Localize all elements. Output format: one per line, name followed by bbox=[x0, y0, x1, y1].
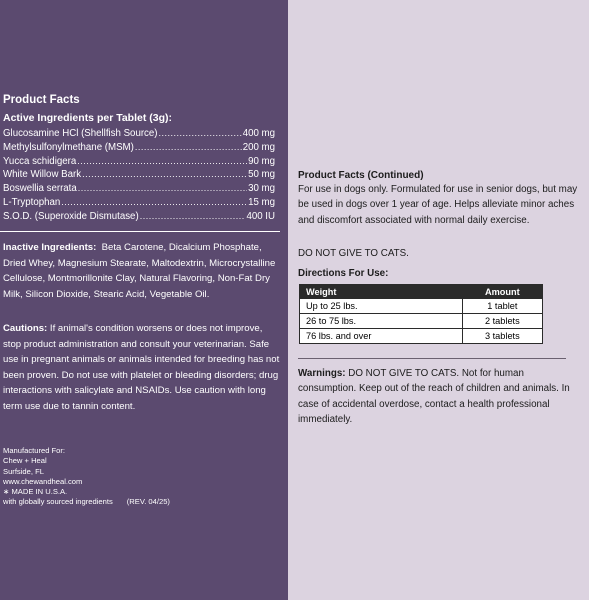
ingredient-row bbox=[3, 156, 275, 170]
sourcing-line bbox=[3, 497, 283, 507]
dot-leader bbox=[78, 183, 247, 193]
ingredient-name: Glucosamine HCl (Shellfish Source) bbox=[3, 128, 158, 139]
ingredient-name: Boswellia serrata bbox=[3, 183, 77, 195]
ingredient-row bbox=[3, 197, 275, 211]
dot-leader bbox=[77, 156, 247, 166]
warnings-text: DO NOT GIVE TO CATS. Not for human consumption. Keep out of the reach of children and animals. In case of accidental overdose, contact a health professional immediately. bbox=[298, 368, 570, 426]
revision-code: (REV. 04/25) bbox=[126, 497, 170, 507]
ingredient-amount: 15 mg bbox=[248, 196, 275, 208]
ingredient-row bbox=[3, 211, 275, 225]
weight-column-header: Weight bbox=[300, 285, 463, 299]
active-ingredients-title: Active Ingredients per Tablet (3g): bbox=[3, 112, 172, 124]
cautions-label: Cautions: bbox=[3, 323, 48, 334]
ingredient-amount: 30 mg bbox=[248, 183, 275, 195]
table-header-row bbox=[300, 285, 543, 299]
sourcing-text: with globally sourced ingredients bbox=[3, 497, 113, 507]
manufacturer-location: Surfside, FL bbox=[3, 466, 44, 476]
do-not-give-statement: DO NOT GIVE TO CATS. bbox=[298, 248, 409, 259]
amount-cell: 3 tablets bbox=[462, 329, 542, 344]
product-facts-title: Product Facts bbox=[3, 94, 80, 106]
inactive-ingredients-label: Inactive Ingredients: bbox=[3, 242, 97, 253]
ingredient-name: Methylsulfonylmethane (MSM) bbox=[3, 141, 134, 153]
dot-leader bbox=[140, 211, 246, 221]
amount-cell: 1 tablet bbox=[462, 299, 542, 314]
product-facts-continued-title: Product Facts (Continued) bbox=[298, 170, 424, 181]
ingredient-name: White Willow Bark bbox=[3, 169, 82, 181]
manufacturer-name: Chew + Heal bbox=[3, 456, 47, 466]
cautions-text: If animal's condition worsens or does not improve, stop product administration and consult your veterinarian. Safe use in pregnant animals or animals intended for breeding has not been proven. Do not use with platelet or bleeding disorders; drug interactions with salicylate and NSAIDs. Use caution with long term use due to tannin content. bbox=[3, 323, 280, 412]
ingredient-amount: 200 mg bbox=[242, 141, 275, 153]
ingredient-name: Yucca schidigera bbox=[3, 155, 77, 167]
amount-cell: 2 tablets bbox=[462, 314, 542, 329]
section-divider bbox=[0, 231, 280, 232]
use-statement: For use in dogs only. Formulated for use in senior dogs, but may be used in dogs over 1 year of age. Helps alleviate minor aches and discomfort associated with normal daily exercise. bbox=[298, 184, 578, 226]
inactive-ingredients bbox=[3, 240, 283, 302]
ingredient-name: L-Tryptophan bbox=[3, 196, 61, 208]
ingredient-amount: 400 IU bbox=[246, 210, 275, 222]
dot-leader bbox=[82, 169, 247, 179]
weight-cell: 76 lbs. and over bbox=[300, 329, 463, 344]
inactive-ingredients-text: Beta Carotene, Dicalcium Phosphate, Dried Whey, Magnesium Stearate, Maltodextrin, Microcrystalline Cellulose, Montmorillonite Clay, Natural Flavoring, Non-Fat Dry Milk, Silicon Dioxide, Stearic Acid, Vegetable Oil. bbox=[3, 242, 276, 300]
table-row bbox=[300, 299, 543, 314]
ingredient-amount: 400 mg bbox=[242, 128, 275, 139]
ingredient-row bbox=[3, 142, 275, 156]
ingredient-amount: 50 mg bbox=[248, 169, 275, 181]
ingredient-row bbox=[3, 169, 275, 183]
warnings bbox=[298, 366, 583, 428]
active-ingredients-list bbox=[3, 128, 275, 225]
ingredient-name: S.O.D. (Superoxide Dismutase) bbox=[3, 210, 139, 222]
ingredient-row bbox=[3, 128, 275, 142]
ingredient-amount: 90 mg bbox=[248, 155, 275, 167]
cautions bbox=[3, 321, 283, 415]
dot-leader bbox=[135, 142, 242, 152]
table-row bbox=[300, 314, 543, 329]
manufacturer-website: www.chewandheal.com bbox=[3, 476, 83, 486]
table-row bbox=[300, 329, 543, 344]
directions-table bbox=[299, 284, 543, 344]
made-in-usa: ∗ MADE IN U.S.A. bbox=[3, 487, 68, 497]
ingredient-row bbox=[3, 183, 275, 197]
dot-leader bbox=[61, 197, 247, 207]
amount-column-header: Amount bbox=[462, 285, 542, 299]
dot-leader bbox=[159, 128, 242, 138]
warnings-label: Warnings: bbox=[298, 368, 346, 379]
left-panel bbox=[0, 0, 288, 600]
weight-cell: Up to 25 lbs. bbox=[300, 299, 463, 314]
directions-title: Directions For Use: bbox=[298, 268, 389, 279]
weight-cell: 26 to 75 lbs. bbox=[300, 314, 463, 329]
manufacturer-line: Manufactured For: bbox=[3, 446, 66, 455]
section-divider bbox=[298, 358, 566, 359]
manufacturer-info bbox=[3, 446, 283, 508]
